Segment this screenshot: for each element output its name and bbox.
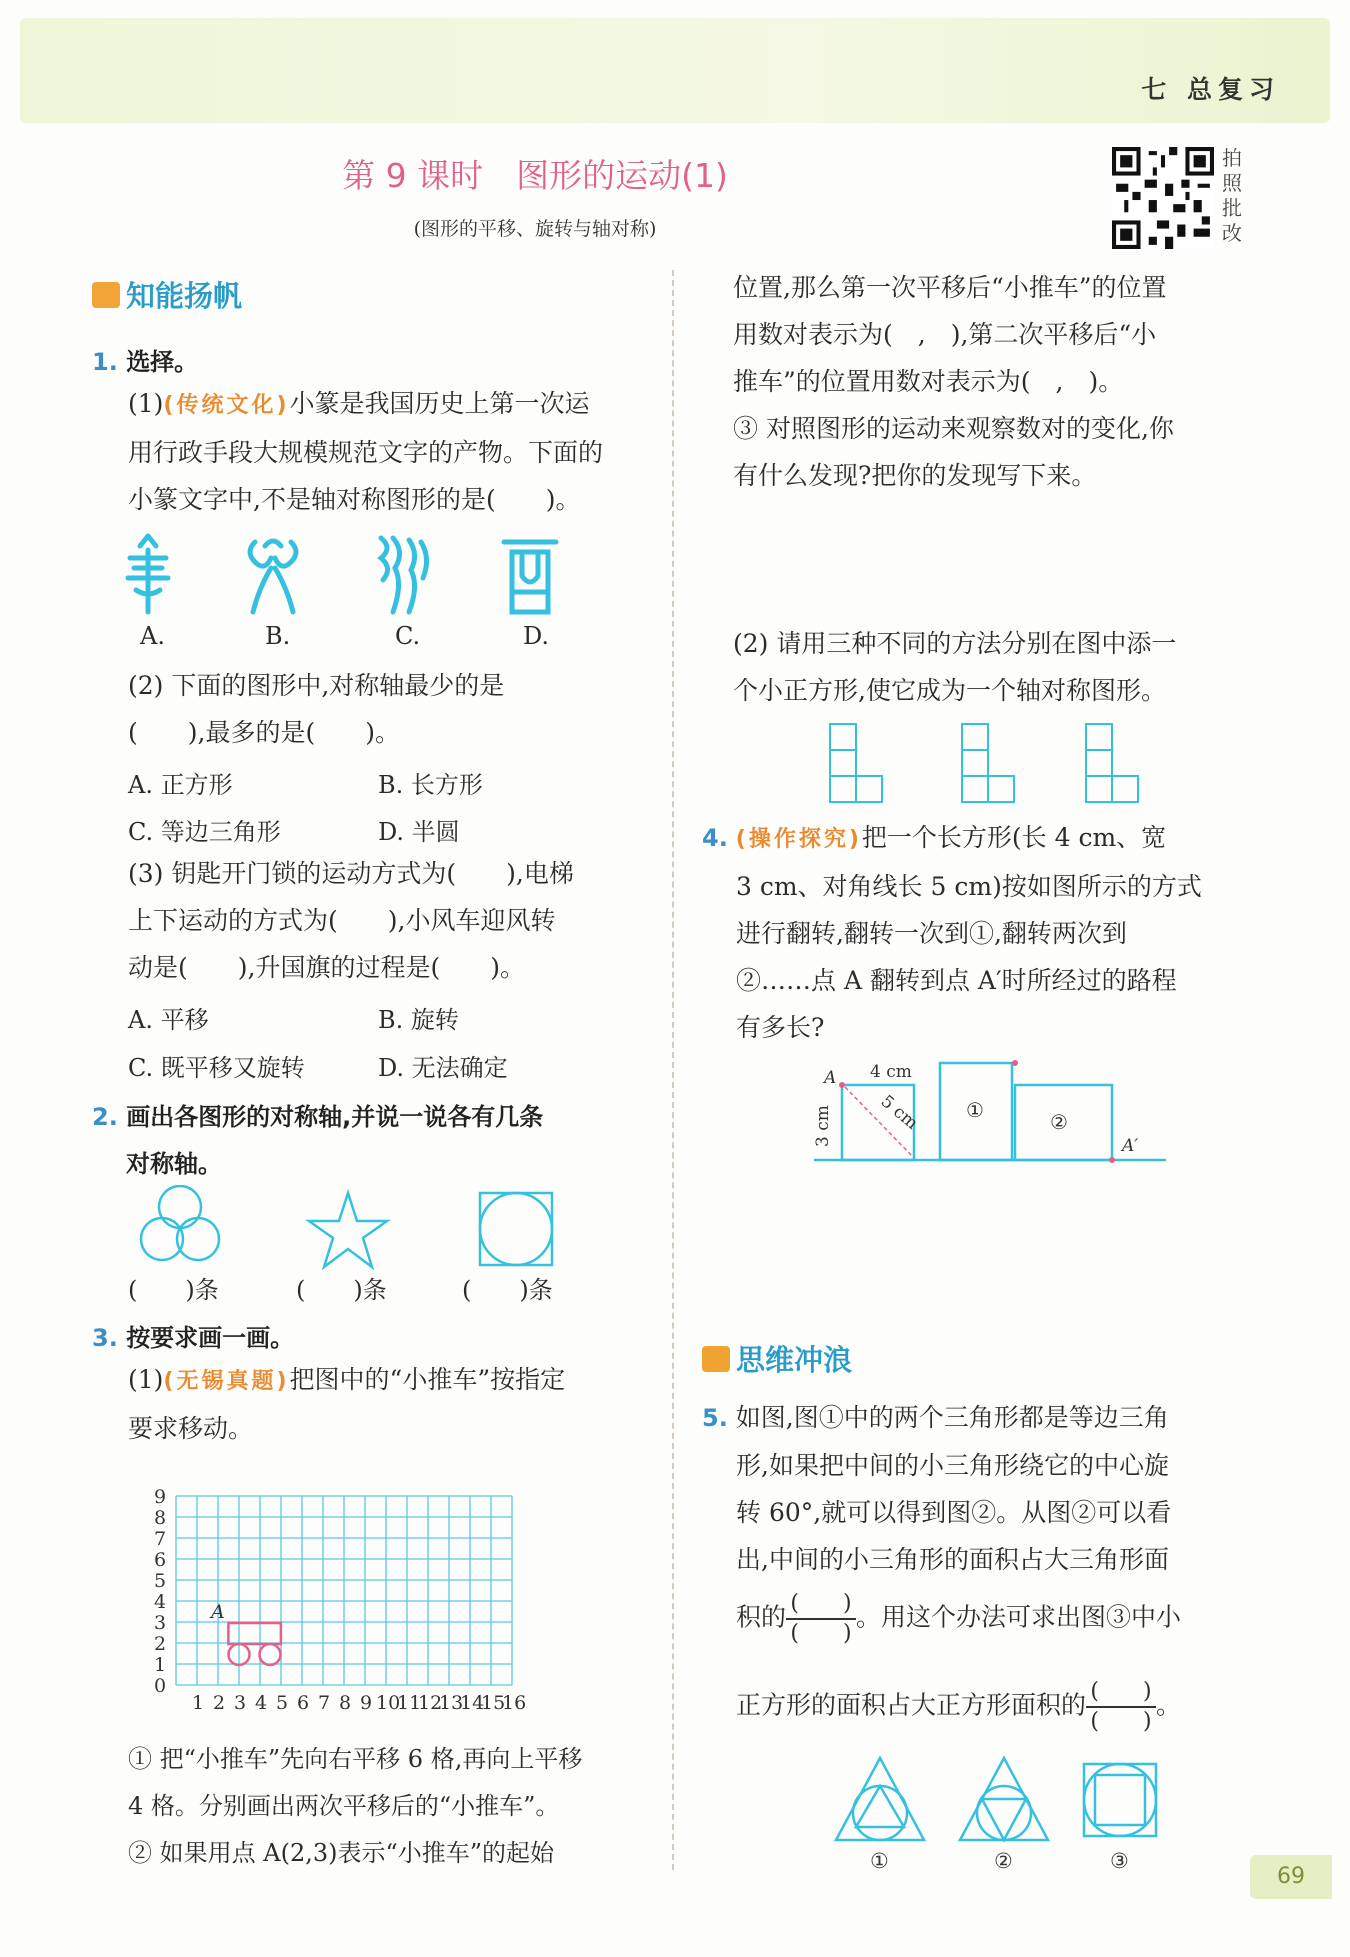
grid-y-label: 4 [154,1591,167,1613]
section-heading-basic: 知能扬帆 [92,274,242,315]
fig-label-3: ③ [1110,1849,1129,1873]
q3-part2: (2) 请用三种不同的方法分别在图中添一 个小正方形,使它成为一个轴对称图形。 [733,629,1177,705]
label-diagonal: 5 cm [876,1091,922,1134]
q1-p3-option-a[interactable]: A. 平移 [128,1006,209,1034]
l-shape-2 [962,724,1014,802]
q1-heading: 1. 选择。 [92,348,199,376]
page-number: 69 [1250,1855,1332,1899]
fraction-blank-2[interactable]: $\frac{( )}{( )}$ [1086,1678,1156,1736]
label-circle-2: ② [1050,1110,1068,1134]
q1-p3-option-b[interactable]: B. 旋转 [378,1006,459,1034]
grid-point-a-label: A [211,1601,225,1623]
column-divider [672,270,674,1870]
grid-x-label: 5 [276,1692,289,1714]
coordinate-grid[interactable] [150,1455,620,1725]
q2-blank-1[interactable]: ( )条 [128,1276,219,1304]
q5-text: 5. 如图,图①中的两个三角形都是等边三角 形,如果把中间的小三角形绕它的中心旋 转 60°,就可以得到图②。从图②可以看 出,中间的小三角形的面积占大三角形面 [702,1403,1172,1574]
grid-x-label: 11 [397,1692,422,1714]
lesson-title: 第 9 课时 图形的运动(1) [342,156,728,195]
grid-x-label: 1 [192,1692,205,1714]
q2-blank-3[interactable]: ( )条 [462,1276,553,1304]
q1-p1-option-d[interactable]: D. [523,622,550,650]
grid-y-label: 6 [154,1549,167,1571]
grid-y-label: 1 [154,1654,167,1676]
grid-y-label: 9 [154,1486,167,1508]
cart-figure [228,1623,281,1665]
figure-3-squares [1084,1764,1156,1836]
grid-x-label: 4 [255,1692,268,1714]
star-figure [309,1193,387,1267]
grid-x-label: 9 [360,1692,373,1714]
seal-char-c [381,538,427,612]
label-a: A [824,1068,837,1088]
grid-x-label: 8 [339,1692,352,1714]
grid-y-label: 8 [154,1507,167,1529]
q1-part2: (2) 下面的图形中,对称轴最少的是 ( ),最多的是( )。 [128,671,505,747]
l-shape-3 [1086,724,1138,802]
figure-1-triangles [836,1758,924,1840]
q1-p1-option-c[interactable]: C. [395,622,421,650]
grid-x-label: 3 [234,1692,247,1714]
qr-code-icon[interactable] [1112,147,1214,249]
figure-2-triangles [960,1758,1048,1840]
q3-steps-right: 位置,那么第一次平移后“小推车”的位置 用数对表示为( , ),第二次平移后“小 推车”的位置用数对表示为( , )。 ③ 对照图形的运动来观察数对的变化,你 有什么发现?把你的发现写下来。 [733,273,1174,490]
q4-text: 4. (操作探究)把一个长方形(长 4 cm、宽 3 cm、对角线长 5 cm)按如图所示的方式 进行翻转,翻转一次到①,翻转两次到 ②……点 A 翻转到点 A′时所经过的路程 有多长? [702,823,1202,1042]
grid-x-label: 7 [318,1692,331,1714]
flip-rectangle-figure [810,1055,1170,1165]
q3-part1: (1)(无锡真题)把图中的“小推车”按指定 要求移动。 [128,1365,566,1443]
grid-y-label: 5 [154,1570,167,1592]
chapter-label: 七 总复习 [1141,75,1280,104]
seal-char-a [128,536,168,612]
q1-p3-option-c[interactable]: C. 既平移又旋转 [128,1054,305,1082]
q5-line5: 积的 $\frac{( )}{( )}$ 。用这个办法可求出图③中小 [736,1591,1182,1646]
q1-part1: (1)(传统文化)小篆是我国历史上第一次运 用行政手段大规模规范文字的产物。下面的 小篆文字中,不是轴对称图形的是( )。 [128,389,604,514]
fig-label-1: ① [870,1849,889,1873]
l-shape-1 [830,724,882,802]
header-band [20,18,1330,123]
section-heading-thinking: 思维冲浪 [702,1338,852,1379]
seal-characters [118,528,578,618]
q1-part3: (3) 钥匙开门锁的运动方式为( ),电梯 上下运动的方式为( ),小风车迎风转 动是( ),升国旗的过程是( )。 [128,859,574,982]
wave-icon [702,1346,730,1372]
grid-x-label: 14 [460,1692,485,1714]
label-a-prime: A′ [1122,1136,1139,1156]
fraction-blank-1[interactable]: $\frac{( )}{( )}$ [786,1590,856,1648]
grid-y-label: 2 [154,1633,167,1655]
grid-x-label: 16 [502,1692,527,1714]
grid-x-label: 10 [376,1692,401,1714]
q1-p2-option-b[interactable]: B. 长方形 [378,771,483,799]
seal-char-b [250,541,296,612]
grid-x-label: 6 [297,1692,310,1714]
seal-char-d [504,542,556,612]
q1-p1-option-b[interactable]: B. [265,622,291,650]
label-width: 3 cm [813,1105,833,1147]
q5-line6: 正方形的面积占大正方形面积的 $\frac{( )}{( )}$ 。 [736,1679,1182,1734]
grid-x-label: 13 [439,1692,464,1714]
lesson-subtitle: (图形的平移、旋转与轴对称) [413,218,657,240]
label-circle-1: ① [966,1098,984,1122]
square-circle-figure [480,1193,552,1265]
grid-y-label: 3 [154,1612,167,1634]
grid-x-label: 2 [213,1692,226,1714]
cart-body [228,1623,281,1644]
three-circles-figure [141,1186,219,1260]
q1-p3-option-d[interactable]: D. 无法确定 [378,1054,508,1082]
q3-steps-left: ① 把“小推车”先向右平移 6 格,再向上平移 4 格。分别画出两次平移后的“小推车”。 ② 如果用点 A(2,3)表示“小推车”的起始 [128,1745,583,1867]
grid-x-label: 12 [418,1692,443,1714]
q5-figures [828,1750,1168,1875]
q1-p2-option-d[interactable]: D. 半圆 [378,818,460,846]
grid-y-label: 0 [154,1675,167,1697]
q1-p2-option-a[interactable]: A. 正方形 [128,771,233,799]
q1-p2-option-c[interactable]: C. 等边三角形 [128,818,281,846]
l-shapes [828,722,1148,806]
q1-p1-option-a[interactable]: A. [140,622,165,650]
sail-icon [92,282,120,308]
q3-heading: 3. 按要求画一画。 [92,1324,295,1352]
grid-x-label: 15 [481,1692,506,1714]
q2-shapes [130,1185,570,1275]
label-length: 4 cm [870,1062,912,1082]
cart-wheel-right [260,1644,281,1665]
qr-label: 拍照批改 [1222,146,1242,245]
fig-label-2: ② [994,1849,1013,1873]
q2-blank-2[interactable]: ( )条 [296,1276,387,1304]
q2-heading: 2. 画出各图形的对称轴,并说一说各有几条 对称轴。 [92,1103,544,1178]
grid-y-label: 7 [154,1528,167,1550]
